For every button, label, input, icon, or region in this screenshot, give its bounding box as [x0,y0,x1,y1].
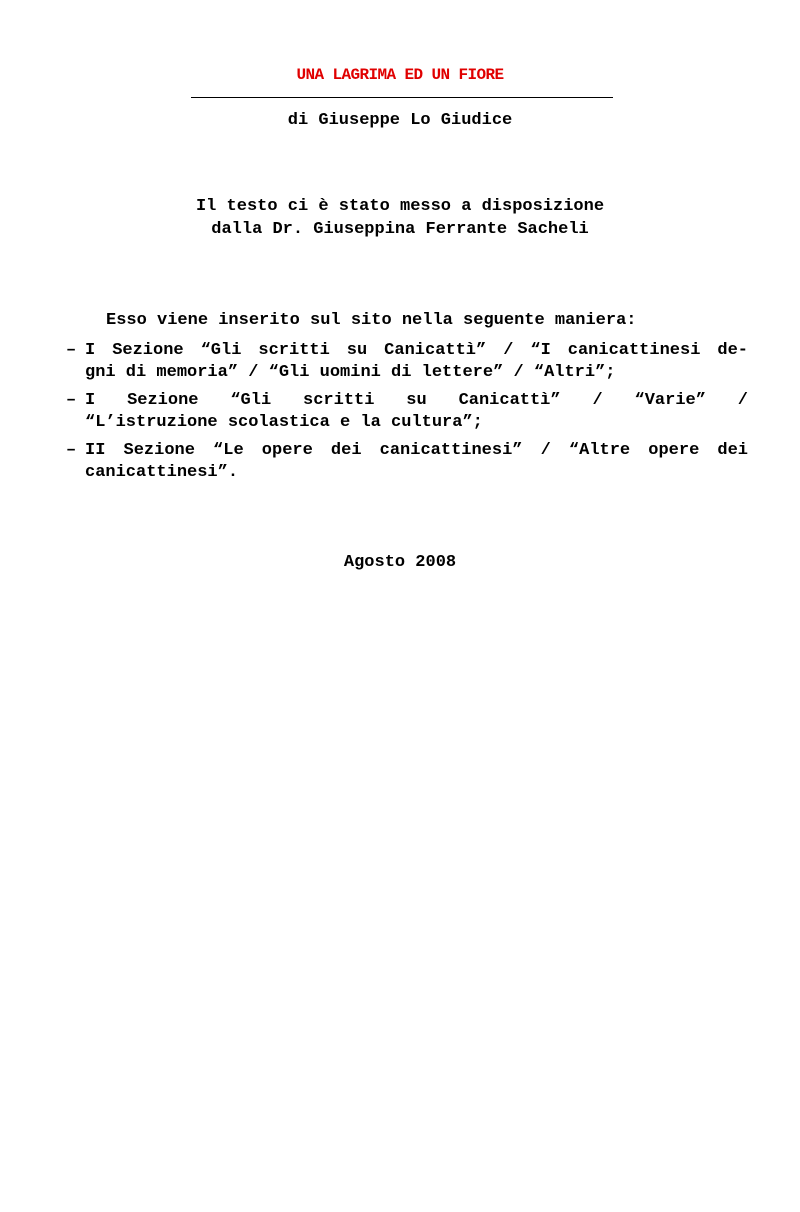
list-item [66,390,748,434]
list-item [66,340,748,384]
list-item-line: I Sezione “Gli scritti su Canicattì” / “Varie” / [85,391,748,410]
list-item-line: “L’istruzione scolastica e la cultura”; [85,413,483,432]
dash-bullet: – [66,441,77,460]
dash-bullet: – [66,391,77,410]
list-item-line: I Sezione “Gli scritti su Canicattì” / “I canicattinesi de- [85,341,748,360]
list-item-line: canicattinesi”. [85,463,239,482]
list-item [66,440,748,484]
title-underline [191,97,613,98]
document-author: di Giuseppe Lo Giudice [287,111,513,130]
list-item-line: II Sezione “Le opere dei canicattinesi” / “Altre opere dei [85,441,748,460]
dash-bullet: – [66,341,77,360]
list-item-line: gni di memoria” / “Gli uomini di lettere” / “Altri”; [85,363,616,382]
credit-line: dalla Dr. Giuseppina Ferrante Sacheli [211,220,589,239]
credit-line: Il testo ci è stato messo a disposizione [195,197,605,216]
section-list [66,340,748,490]
document-title: UNA LAGRIMA ED UN FIORE [296,66,504,84]
intro-text: Esso viene inserito sul sito nella seguente maniera: [106,311,637,330]
credit-note [0,195,800,241]
document-date: Agosto 2008 [343,553,457,572]
